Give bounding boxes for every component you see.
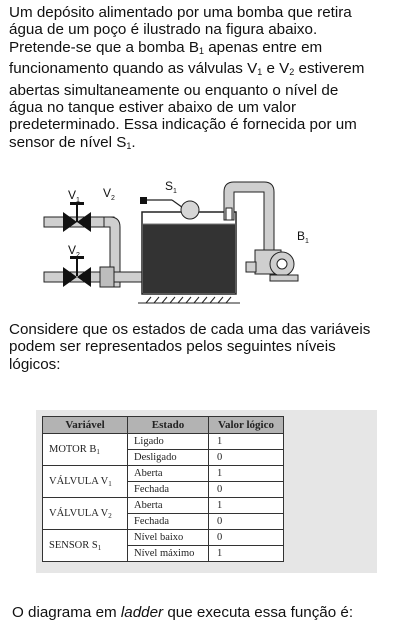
logic-table bbox=[42, 416, 284, 562]
value-cell: 0 bbox=[209, 530, 284, 546]
header-valor: Valor lógico bbox=[209, 417, 284, 434]
tank bbox=[142, 212, 236, 294]
pipe-joint bbox=[100, 267, 114, 287]
intro-line: abertas simultaneamente ou enquanto o nível de bbox=[9, 81, 339, 99]
state-cell: Fechada bbox=[128, 482, 209, 498]
state-cell: Nível baixo bbox=[128, 530, 209, 546]
value-cell: 0 bbox=[209, 514, 284, 530]
table-row bbox=[43, 466, 284, 482]
table-row bbox=[43, 434, 284, 450]
state-cell: Aberta bbox=[128, 466, 209, 482]
intro-line: e V bbox=[262, 60, 290, 78]
var-cell: SENSOR $S_1$ bbox=[43, 530, 128, 562]
intro-line: . bbox=[131, 133, 136, 151]
intro-line: sensor de nível S bbox=[9, 133, 127, 151]
label-v2-bottom: $V_2$ bbox=[68, 243, 80, 259]
subscript: 1 bbox=[198, 45, 204, 56]
label-s1: $S_1$ bbox=[165, 179, 177, 195]
label-v2-top: $V_2$ bbox=[103, 186, 115, 202]
intro-paragraph bbox=[9, 4, 398, 155]
var-cell: MOTOR $B_1$ bbox=[43, 434, 128, 466]
state-cell: Desligado bbox=[128, 450, 209, 466]
ground-hatch bbox=[138, 297, 240, 303]
question-text: O diagrama em bbox=[12, 604, 121, 621]
question-italic: ladder bbox=[120, 604, 164, 621]
intro-line: água no tanque estiver abaixo de um valor bbox=[9, 99, 297, 117]
intro-line: predeterminado. Essa indicação é fornecida por um bbox=[9, 116, 357, 134]
subscript: 2 bbox=[289, 67, 295, 78]
var-cell: VÁLVULA $V_2$ bbox=[43, 498, 128, 530]
subscript: 1 bbox=[126, 140, 132, 151]
table-row bbox=[43, 498, 284, 514]
intro-line: estiverem bbox=[294, 60, 365, 78]
label-b1: $B_1$ bbox=[297, 229, 309, 245]
state-cell: Ligado bbox=[128, 434, 209, 450]
intro-line: água de um poço é ilustrado na figura abaixo. bbox=[9, 21, 318, 39]
header-variavel: Variável bbox=[43, 417, 128, 434]
consider-line: lógicos: bbox=[9, 355, 61, 373]
value-cell: 0 bbox=[209, 482, 284, 498]
question-text: que executa essa função é: bbox=[163, 604, 354, 621]
intro-line: funcionamento quando as válvulas V bbox=[9, 60, 258, 78]
state-cell: Fechada bbox=[128, 514, 209, 530]
label-v1: $V_1$ bbox=[68, 188, 80, 204]
value-cell: 1 bbox=[209, 498, 284, 514]
consider-line: Considere que os estados de cada uma das variáveis bbox=[9, 321, 371, 338]
value-cell: 1 bbox=[209, 466, 284, 482]
header-estado: Estado bbox=[128, 417, 209, 434]
tank-system-diagram bbox=[0, 172, 406, 312]
state-cell: Nível máximo bbox=[128, 546, 209, 562]
inlet-pipe bbox=[44, 217, 154, 287]
logic-table-panel bbox=[36, 410, 377, 573]
state-cell: Aberta bbox=[128, 498, 209, 514]
value-cell: 1 bbox=[209, 434, 284, 450]
value-cell: 0 bbox=[209, 450, 284, 466]
intro-line: Pretende-se que a bomba B bbox=[9, 38, 199, 56]
subscript: 1 bbox=[257, 67, 263, 78]
table-header-row bbox=[43, 417, 284, 434]
question-paragraph bbox=[12, 604, 401, 621]
intro-line: apenas entre em bbox=[204, 38, 323, 56]
consider-line: podem ser representados pelos seguintes níveis bbox=[9, 338, 336, 356]
value-cell: 1 bbox=[209, 546, 284, 562]
consider-paragraph bbox=[9, 321, 398, 373]
table-row bbox=[43, 530, 284, 546]
intro-line: Um depósito alimentado por uma bomba que retira bbox=[9, 4, 352, 21]
var-cell: VÁLVULA $V_1$ bbox=[43, 466, 128, 498]
pump-b1 bbox=[246, 250, 298, 281]
